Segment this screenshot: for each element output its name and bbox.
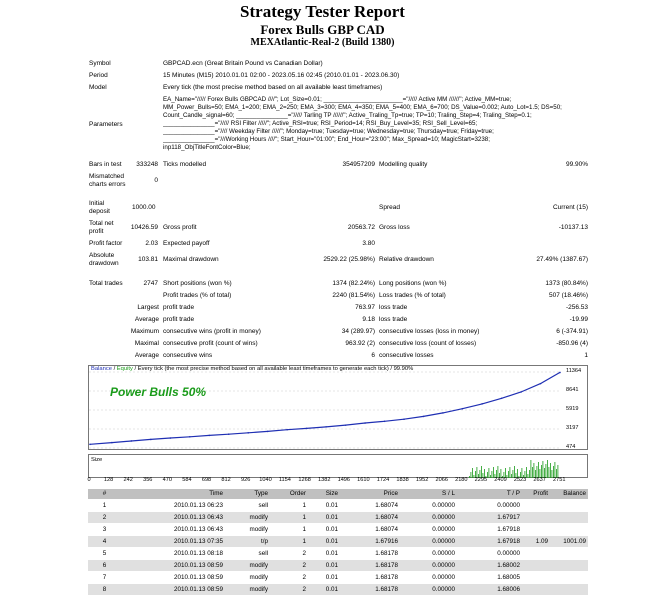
max-consec-wins-label: consecutive wins (profit in money) <box>163 328 261 335</box>
table-cell: 2010.01.13 08:59 <box>173 574 223 581</box>
size-chart-svg <box>89 455 589 479</box>
table-cell: 1 <box>102 502 107 509</box>
parameters-line: _______________="//// Weekday Filter /////"; Monday=true; Tuesday=true; Wednesday=true; Thursday=true; Friday=true; <box>163 128 494 135</box>
absdd-label: Absolute <box>89 252 115 259</box>
bars-label: Bars in test <box>89 161 122 168</box>
balance-point <box>462 408 464 410</box>
size-bar <box>543 461 544 478</box>
x-tick-label: 2637 <box>533 477 546 483</box>
average-profit-value: 9.18 <box>362 316 375 323</box>
balance-point <box>267 431 269 433</box>
table-cell: 1.67916 <box>375 538 398 545</box>
grossprofit-value: 20563.72 <box>347 224 375 231</box>
loss-trades-value: 507 (18.46%) <box>548 292 588 299</box>
long-value: 1373 (80.84%) <box>545 280 588 287</box>
grossloss-label: Gross loss <box>379 224 410 231</box>
balance-point <box>501 397 503 399</box>
report-title: Strategy Tester Report <box>240 2 405 21</box>
x-tick-label: 1040 <box>259 477 272 483</box>
parameters-line: Count_Candle_signal=60; _______________="///// Tarling TP //////"; Active_Traling_Tp=true; TP=10; Traling_Step=4; Traling_Step=0.1; <box>163 112 532 119</box>
average-label: Average <box>134 316 159 323</box>
deposit-value: 1000.00 <box>132 204 156 211</box>
table-cell: 2010.01.13 07:35 <box>173 538 223 545</box>
table-cell: 3 <box>102 526 107 533</box>
maximal-consec-loss-value: -850.96 (4) <box>556 340 588 347</box>
largest-loss-value: -256.53 <box>565 304 588 311</box>
size-bar <box>529 470 530 478</box>
maximum-label: Maximum <box>130 328 159 335</box>
table-cell: 1.67918 <box>497 526 520 533</box>
average-loss-value: -19.99 <box>569 316 588 323</box>
short-label: Short positions (won %) <box>163 280 232 287</box>
maxdd-value: 2529.22 (25.98%) <box>323 256 375 263</box>
table-cell: t/p <box>260 538 268 545</box>
table-cell: 2010.01.13 08:18 <box>173 550 223 557</box>
netprofit-value: 10426.59 <box>130 224 158 231</box>
size-bar <box>546 464 547 478</box>
table-cell: 1.09 <box>535 538 548 545</box>
parameters-line: inp118_ObjTitleFontColor=Blue; <box>163 144 251 151</box>
table-cell: 1.68178 <box>375 586 398 593</box>
table-cell: 0.01 <box>325 526 338 533</box>
x-tick-label: 128 <box>103 477 114 483</box>
loss-trades-label: Loss trades (% of total) <box>379 292 446 299</box>
x-tick-label: 242 <box>123 477 133 483</box>
trades-header <box>88 489 588 499</box>
table-row <box>88 524 588 535</box>
total-trades-value: 2747 <box>143 280 158 287</box>
table-row <box>88 560 588 571</box>
x-tick-label: 2523 <box>513 477 527 483</box>
parameters-line: _______________="///Working Hours ////"; Start_Hour="01:00"; End_Hour="23:00"; Max_Spread=10; MagicStart=3238; <box>163 136 490 143</box>
symbol-label: Symbol <box>89 60 111 67</box>
deposit-label: deposit <box>89 208 110 215</box>
table-row <box>88 548 588 559</box>
maximal-consec-profit-value: 963.92 (2) <box>345 340 375 347</box>
spread-value: Current (15) <box>552 204 588 211</box>
x-tick-label: 1382 <box>318 477 331 483</box>
bars-value: 333248 <box>136 161 158 168</box>
table-cell: 1.67918 <box>497 538 520 545</box>
size-bar <box>549 467 550 478</box>
trades-header-cell: Order <box>289 490 306 497</box>
size-chart <box>88 454 588 478</box>
size-bar <box>534 463 535 478</box>
table-cell: 2010.01.13 08:59 <box>173 586 223 593</box>
table-cell: 8 <box>102 586 107 593</box>
x-tick-label: 1154 <box>278 477 291 483</box>
profit-factor-label: Profit factor <box>89 240 123 247</box>
legend-balance: Balance <box>91 366 112 372</box>
table-row <box>88 512 588 523</box>
table-cell: 1.68005 <box>497 574 520 581</box>
symbol-value: GBPCAD.ecn (Great Britain Pound vs Canadian Dollar) <box>163 60 323 67</box>
x-tick-label: 926 <box>240 477 251 483</box>
trades-header-cell: # <box>102 490 107 497</box>
table-cell: 1.68178 <box>375 562 398 569</box>
trades-header-cell: Time <box>209 490 223 497</box>
balance-point <box>131 440 133 442</box>
maxdd-label: Maximal drawdown <box>163 256 219 263</box>
table-cell: 2 <box>102 514 107 521</box>
trades-header-cell: Price <box>383 490 398 497</box>
table-cell: 1 <box>302 514 306 521</box>
table-cell: 1.68074 <box>375 526 398 533</box>
avg-consec-wins-label: consecutive wins <box>163 352 213 359</box>
balance-line <box>90 372 560 444</box>
table-cell: 2010.01.13 06:43 <box>173 526 223 533</box>
size-bar <box>526 467 527 478</box>
x-tick-label: 1610 <box>357 477 370 483</box>
y-tick-label: 3197 <box>566 425 579 431</box>
y-tick-label: 11364 <box>566 368 582 374</box>
balance-point <box>189 436 191 438</box>
server-name: MEXAtlantic-Real-2 (Build 1380) <box>250 37 395 48</box>
balance-point <box>520 391 522 393</box>
size-bar <box>469 476 470 478</box>
table-cell: 1.68074 <box>375 514 398 521</box>
balance-point <box>208 435 210 437</box>
table-cell: 0.00000 <box>432 502 455 509</box>
table-cell: 1 <box>302 502 306 509</box>
largest-loss-label: loss trade <box>379 304 408 311</box>
legend-equity: Equity <box>116 366 133 372</box>
size-bar <box>531 460 532 478</box>
x-tick-label: 356 <box>143 477 153 483</box>
balance-point <box>325 426 327 428</box>
balance-chart <box>88 365 588 450</box>
table-cell: 0.00000 <box>432 550 455 557</box>
table-cell: 1 <box>302 538 306 545</box>
table-cell: 0.00000 <box>432 538 455 545</box>
table-cell: modify <box>249 526 268 533</box>
balance-point <box>442 412 444 414</box>
parameters-line: MM_Power_Bulls=50; EMA_1=200; EMA_2=250; EMA_3=300; EMA_4=350; EMA_5=400; EMA_6=700; DS_Value=0.002; Auto_Lot=1.5; DS=50; <box>163 104 562 111</box>
x-tick-label: 2066 <box>435 477 448 483</box>
avg-consec-losses-value: 1 <box>584 352 588 359</box>
balance-point <box>540 383 542 385</box>
parameters-label: Parameters <box>89 121 123 128</box>
x-tick-label: 2295 <box>474 477 488 483</box>
x-tick-label: 698 <box>201 477 212 483</box>
y-tick-label: 5919 <box>566 406 579 412</box>
balance-point <box>403 418 405 420</box>
size-bar <box>538 462 539 478</box>
table-cell: 0.00000 <box>432 574 455 581</box>
mismatched-label: charts errors <box>89 181 126 188</box>
average-profit-label: profit trade <box>163 316 195 323</box>
balance-point <box>111 442 113 444</box>
balance-point <box>247 432 249 434</box>
balance-point <box>481 403 483 405</box>
x-tick-label: 584 <box>182 477 192 483</box>
table-cell: sell <box>258 550 268 557</box>
size-bar <box>492 471 493 478</box>
ticks-value: 354957209 <box>342 161 375 168</box>
size-bar <box>489 468 490 478</box>
legend-description: / Every tick (the most precise method based on all available least timeframes to generate each tick) / 99.90% <box>132 366 414 372</box>
table-cell: 0.01 <box>325 550 338 557</box>
maximal-consec-loss-label: consecutive loss (count of losses) <box>379 340 477 347</box>
largest-label: Largest <box>137 304 159 311</box>
table-cell: modify <box>249 514 268 521</box>
netprofit-label: profit <box>89 228 104 235</box>
table-cell: 1.68074 <box>375 502 398 509</box>
absdd-label: drawdown <box>89 260 119 267</box>
expected-payoff-value: 3.80 <box>362 240 375 247</box>
x-tick-label: 1838 <box>396 477 409 483</box>
max-consec-losses-label: consecutive losses (loss in money) <box>379 328 480 335</box>
table-cell: 5 <box>102 550 107 557</box>
size-bar <box>490 475 491 478</box>
trades-header-cell: Type <box>254 490 268 497</box>
table-cell: 2 <box>302 586 306 593</box>
table-cell: 6 <box>102 562 107 569</box>
table-cell: 7 <box>102 574 107 581</box>
max-consec-wins-value: 34 (289.97) <box>341 328 375 335</box>
x-tick-label: 470 <box>162 477 172 483</box>
table-cell: 1.68178 <box>375 574 398 581</box>
balance-point <box>345 424 347 426</box>
grossloss-value: -10137.13 <box>558 224 588 231</box>
size-bar <box>555 462 556 478</box>
table-cell: 1.68006 <box>497 586 520 593</box>
x-tick-label: 1952 <box>415 477 429 483</box>
balance-point <box>423 416 425 418</box>
table-cell: 0.00000 <box>432 562 455 569</box>
size-bar <box>528 474 529 478</box>
table-row <box>88 572 588 583</box>
period-value: 15 Minutes (M15) 2010.01.01 02:00 - 2023.05.16 02:45 (2010.01.01 - 2023.06.30) <box>163 72 400 79</box>
size-bar <box>487 472 488 478</box>
table-cell: 2 <box>302 574 306 581</box>
trades-header-cell: Profit <box>533 490 548 497</box>
long-label: Long positions (won %) <box>379 280 447 287</box>
average-loss-label: loss trade <box>379 316 408 323</box>
size-bar <box>472 468 473 478</box>
chart-legend <box>91 366 413 372</box>
total-trades-label: Total trades <box>89 280 123 287</box>
grossprofit-label: Gross profit <box>163 224 197 231</box>
report-subtitle: Forex Bulls GBP CAD <box>260 22 385 37</box>
table-cell: 0.00000 <box>432 526 455 533</box>
average-consec-label: Average <box>134 352 159 359</box>
x-tick-label: 1496 <box>337 477 351 483</box>
table-cell: 4 <box>102 538 107 545</box>
table-cell: 0.01 <box>325 514 338 521</box>
table-cell: 2010.01.13 06:23 <box>173 502 223 509</box>
table-cell: 2010.01.13 06:43 <box>173 514 223 521</box>
balance-point <box>228 433 230 435</box>
balance-point <box>384 420 386 422</box>
largest-profit-label: profit trade <box>163 304 195 311</box>
table-cell: 0.00000 <box>497 550 520 557</box>
size-label: Size <box>91 457 103 463</box>
balance-point <box>306 428 308 430</box>
x-tick-label: 2409 <box>494 477 507 483</box>
quality-value: 99.90% <box>565 161 588 168</box>
short-value: 1374 (82.24%) <box>332 280 375 287</box>
size-bar <box>510 467 511 478</box>
x-tick-label: 1724 <box>376 477 390 483</box>
maximal-consec-profit-label: consecutive profit (count of wins) <box>163 340 258 347</box>
trades-header-cell: T / P <box>506 490 520 497</box>
balance-point <box>364 422 366 424</box>
table-cell: 2010.01.13 08:59 <box>173 562 223 569</box>
y-tick-label: 474 <box>566 444 576 450</box>
table-cell: modify <box>249 562 268 569</box>
table-cell: 0.00000 <box>497 502 520 509</box>
balance-point <box>89 444 91 446</box>
largest-profit-value: 763.97 <box>355 304 375 311</box>
model-value: Every tick (the most precise method based on all available least timeframes) <box>163 84 383 91</box>
y-tick-label: 8641 <box>566 387 579 393</box>
deposit-label: Initial <box>89 200 105 207</box>
mismatched-label: Mismatched <box>89 173 125 180</box>
table-row <box>88 536 588 547</box>
absdd-value: 103.81 <box>138 256 158 263</box>
table-cell: 0.01 <box>325 562 338 569</box>
table-row <box>88 500 588 511</box>
quality-label: Modelling quality <box>379 161 428 168</box>
balance-point <box>559 372 561 374</box>
size-bar <box>508 471 509 478</box>
mismatched-value: 0 <box>154 177 158 184</box>
table-cell: 2 <box>302 562 306 569</box>
balance-point <box>169 437 171 439</box>
table-cell: 2 <box>302 550 306 557</box>
size-bar <box>511 474 512 478</box>
size-bar <box>547 460 548 478</box>
parameters-line: EA_Name="///// Forex Bulls GBPCAD ////"; Lot_Size=0.01; _______________________="///// Active MM //////"; Active_MM=true; <box>163 96 512 103</box>
trades-header-cell: Size <box>325 490 338 497</box>
balance-point <box>150 439 152 441</box>
model-label: Model <box>89 84 107 91</box>
max-consec-losses-value: 6 (-374.91) <box>556 328 588 335</box>
x-tick-label: 2751 <box>553 477 566 483</box>
table-cell: 1.68002 <box>497 562 520 569</box>
parameters-line: _______________="///// RSI Filter /////"; Active_RSI=true; RSI_Period=14; RSI_Buy_Level=35; RSI_Sell_Level=65; <box>163 120 478 127</box>
table-cell: modify <box>249 574 268 581</box>
reldd-label: Relative drawdown <box>379 256 434 263</box>
x-tick-label: 2180 <box>455 477 468 483</box>
spread-label: Spread <box>379 204 400 211</box>
legend-separator: / <box>111 366 117 372</box>
table-cell: 0.01 <box>325 502 338 509</box>
table-cell: 0.00000 <box>432 514 455 521</box>
table-cell: 1.68178 <box>375 550 398 557</box>
expected-payoff-label: Expected payoff <box>163 240 210 247</box>
avg-consec-losses-label: consecutive losses <box>379 352 434 359</box>
avg-consec-wins-value: 6 <box>371 352 375 359</box>
balance-point <box>286 429 288 431</box>
power-bulls-watermark: Power Bulls 50% <box>110 385 207 399</box>
ticks-label: Ticks modelled <box>163 161 207 168</box>
table-cell: 0.00000 <box>432 586 455 593</box>
maximal-label: Maximal <box>134 340 159 347</box>
x-tick-label: 0 <box>87 477 91 483</box>
table-cell: 0.01 <box>325 586 338 593</box>
balance-chart-svg <box>89 366 589 451</box>
table-cell: 1001.09 <box>563 538 586 545</box>
table-cell: 0.01 <box>325 538 338 545</box>
size-bar <box>550 463 551 478</box>
netprofit-label: Total net <box>89 220 114 227</box>
x-tick-label: 812 <box>221 477 231 483</box>
trades-header-cell: S / L <box>442 490 455 497</box>
table-cell: 1.67917 <box>497 514 520 521</box>
table-row <box>88 584 588 595</box>
table-cell: 0.01 <box>325 574 338 581</box>
period-label: Period <box>89 72 108 79</box>
profit-trades-label: Profit trades (% of total) <box>163 292 232 299</box>
x-tick-label: 1268 <box>298 477 311 483</box>
table-cell: sell <box>258 502 268 509</box>
profit-factor-value: 2.03 <box>145 240 158 247</box>
size-bar <box>471 472 472 478</box>
trades-header-cell: Balance <box>563 490 586 497</box>
reldd-value: 27.49% (1387.67) <box>536 256 588 263</box>
profit-trades-value: 2240 (81.54%) <box>332 292 375 299</box>
table-cell: modify <box>249 586 268 593</box>
table-cell: 1 <box>302 526 306 533</box>
